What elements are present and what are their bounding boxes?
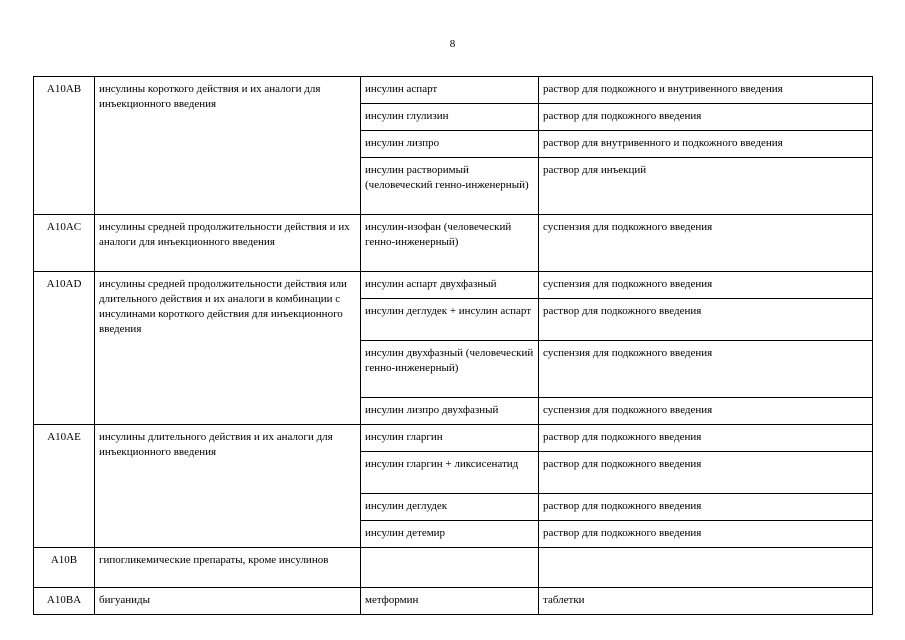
dosage-form: раствор для подкожного и внутривенного введения <box>539 77 873 104</box>
dosage-form: раствор для подкожного введения <box>539 104 873 131</box>
drug-name: инсулин двухфазный (человеческий генно-инженерный) <box>361 341 539 398</box>
drug-name: инсулин растворимый (человеческий генно-инженерный) <box>361 158 539 215</box>
atc-code: A10AE <box>34 425 95 548</box>
drug-name: инсулин лизпро двухфазный <box>361 398 539 425</box>
dosage-form: суспензия для подкожного введения <box>539 398 873 425</box>
dosage-form: раствор для подкожного введения <box>539 521 873 548</box>
dosage-form: суспензия для подкожного введения <box>539 341 873 398</box>
group-name: инсулины длительного действия и их аналоги для инъекционного введения <box>95 425 361 548</box>
group-name: бигуаниды <box>95 588 361 615</box>
atc-code: A10B <box>34 548 95 588</box>
drug-name: инсулин гларгин + ликсисенатид <box>361 452 539 494</box>
table-row <box>34 272 873 299</box>
drug-name: инсулин лизпро <box>361 131 539 158</box>
group-name: инсулины средней продолжительности действия и их аналоги для инъекционного введения <box>95 215 361 272</box>
table-row <box>34 588 873 615</box>
table-row <box>34 77 873 104</box>
dosage-form: раствор для подкожного введения <box>539 299 873 341</box>
group-name: инсулины средней продолжительности действия или длительного действия и их аналоги в комбинации с инсулинами короткого действия для инъекционного введения <box>95 272 361 425</box>
table-row <box>34 425 873 452</box>
table-row <box>34 215 873 272</box>
atc-code: A10BA <box>34 588 95 615</box>
drug-name: инсулин-изофан (человеческий генно-инженерный) <box>361 215 539 272</box>
page-number: 8 <box>449 38 456 50</box>
dosage-form <box>539 548 873 588</box>
dosage-form: раствор для подкожного введения <box>539 425 873 452</box>
dosage-form: раствор для подкожного введения <box>539 452 873 494</box>
group-name: гипогликемические препараты, кроме инсулинов <box>95 548 361 588</box>
atc-code: A10AB <box>34 77 95 215</box>
dosage-form: раствор для подкожного введения <box>539 494 873 521</box>
dosage-form: раствор для инъекций <box>539 158 873 215</box>
dosage-form: суспензия для подкожного введения <box>539 272 873 299</box>
drug-name: инсулин гларгин <box>361 425 539 452</box>
drug-name: инсулин деглудек + инсулин аспарт <box>361 299 539 341</box>
drug-name: инсулин детемир <box>361 521 539 548</box>
table-row <box>34 548 873 588</box>
dosage-form: суспензия для подкожного введения <box>539 215 873 272</box>
group-name: инсулины короткого действия и их аналоги для инъекционного введения <box>95 77 361 215</box>
atc-code: A10AC <box>34 215 95 272</box>
drug-table <box>33 76 873 615</box>
drug-name: инсулин аспарт двухфазный <box>361 272 539 299</box>
drug-name: инсулин аспарт <box>361 77 539 104</box>
drug-name: инсулин глулизин <box>361 104 539 131</box>
drug-name: метформин <box>361 588 539 615</box>
dosage-form: таблетки <box>539 588 873 615</box>
drug-name: инсулин деглудек <box>361 494 539 521</box>
dosage-form: раствор для внутривенного и подкожного введения <box>539 131 873 158</box>
drug-name <box>361 548 539 588</box>
atc-code: A10AD <box>34 272 95 425</box>
